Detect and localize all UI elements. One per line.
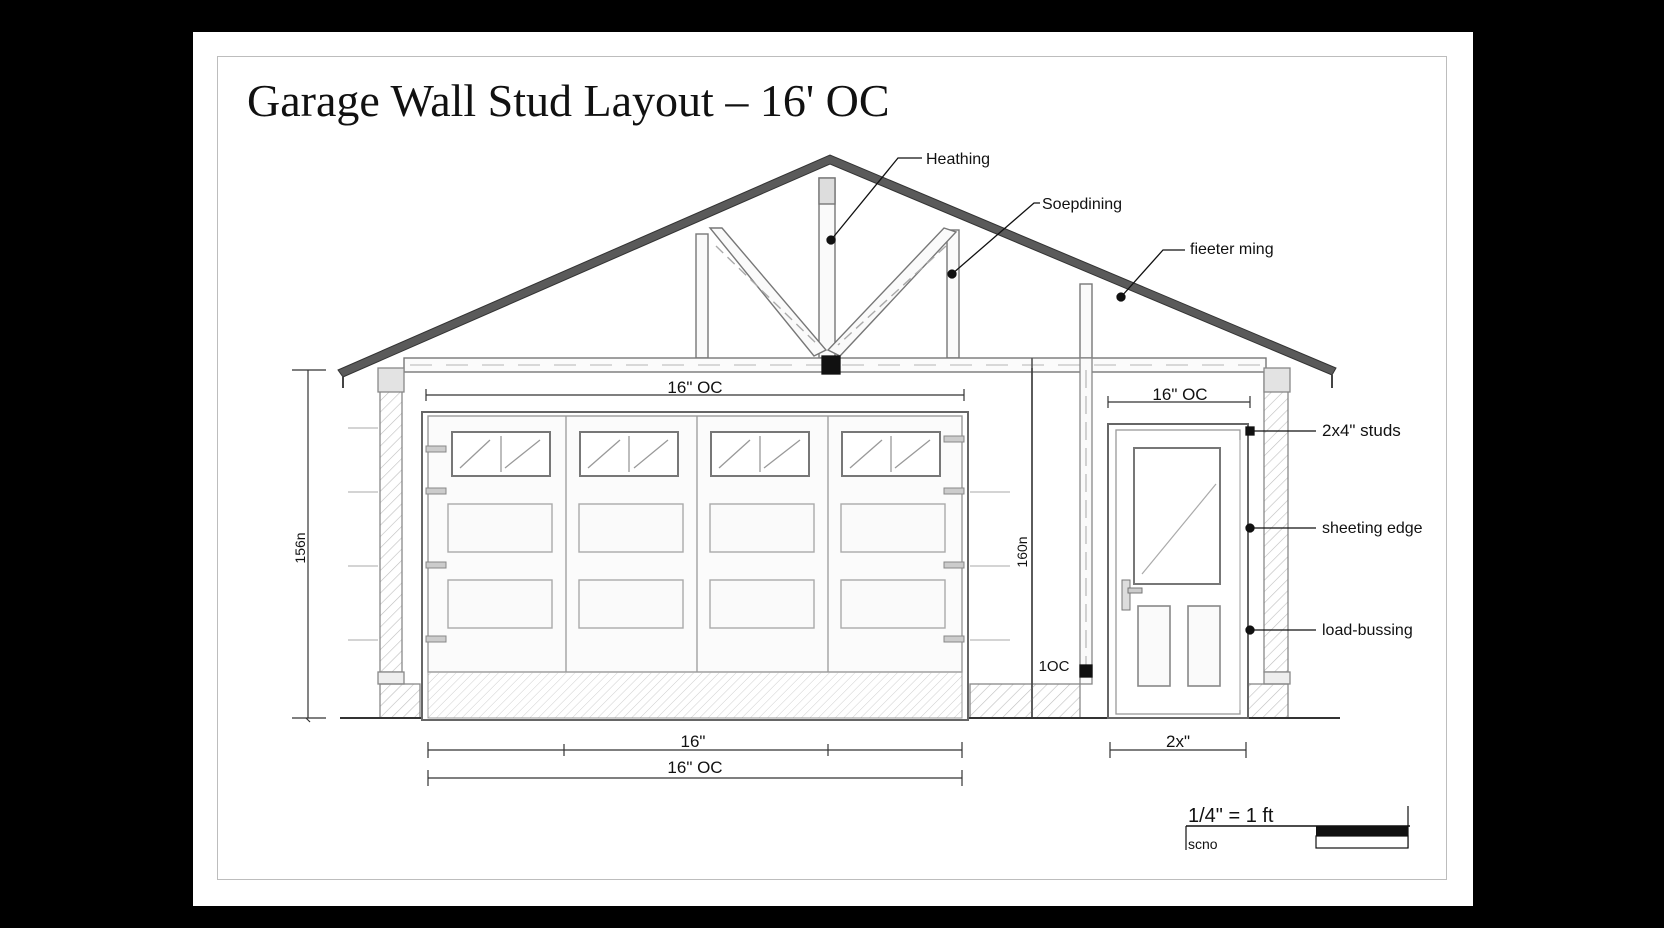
callout-soepdining: Soepdining xyxy=(1042,196,1123,213)
callout-fieeter-ming: fieeter ming xyxy=(1190,241,1274,258)
dim-left-height: 156n xyxy=(292,532,308,564)
scale-sublabel: scno xyxy=(1188,836,1218,852)
callout-heathing: Heathing xyxy=(926,151,991,168)
dim-mid-height: 160n xyxy=(1014,536,1030,568)
scale-bar xyxy=(1186,805,1410,852)
garage-door xyxy=(422,412,968,720)
roof-truss xyxy=(404,178,1266,372)
scale-label: 1/4" = 1 ft xyxy=(1188,805,1274,827)
drawing-title: Garage Wall Stud Layout – 16' OC xyxy=(247,75,890,126)
callout-load-bussing: load-bussing xyxy=(1322,622,1413,639)
dim-man-door-bottom: 2x" xyxy=(1166,732,1190,751)
dim-garage-door-top: 16" OC xyxy=(667,378,723,397)
dim-bottom-16: 16" xyxy=(680,732,706,751)
man-door xyxy=(1108,424,1248,718)
callout-studs: 2x4" studs xyxy=(1322,421,1401,440)
dim-man-door-top: 16" OC xyxy=(1152,385,1208,404)
dim-bottom-16-oc: 16" OC xyxy=(667,758,723,777)
callout-sheeting-edge: sheeting edge xyxy=(1322,520,1423,537)
dim-oc-marker: 1OC xyxy=(1038,658,1070,675)
